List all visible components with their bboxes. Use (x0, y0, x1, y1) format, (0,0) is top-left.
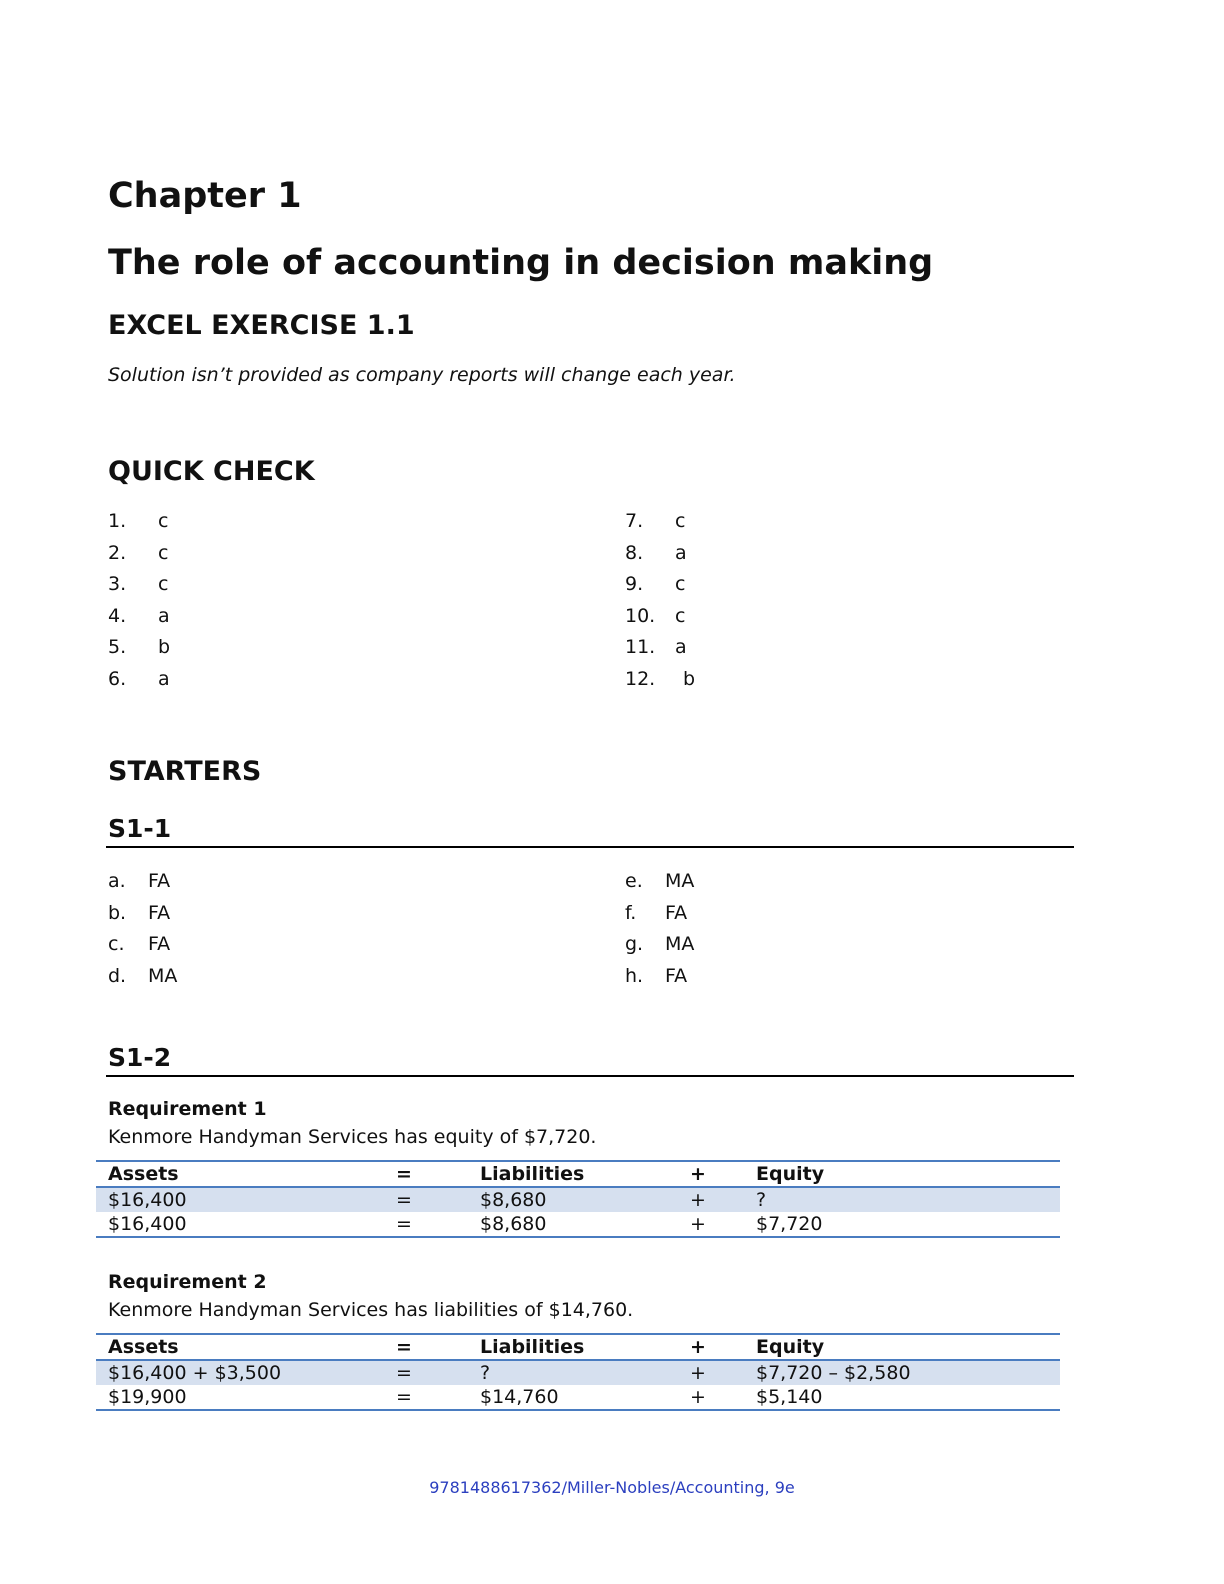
list-item (625, 870, 695, 902)
liabilities-cell: $8,680 (468, 1212, 678, 1237)
s1-1-heading: S1-1 (108, 814, 172, 843)
item-answer: b (158, 636, 171, 658)
list-item (625, 901, 688, 934)
plus-cell: + (678, 1360, 744, 1385)
item-letter: h. (625, 964, 644, 987)
list-item (625, 964, 688, 997)
item-answer: MA (665, 870, 695, 892)
item-answer: a (675, 541, 687, 564)
item-number: 8. (625, 541, 644, 564)
liabilities-cell: $14,760 (468, 1385, 678, 1410)
requirement-1-equation-table (96, 1160, 1060, 1238)
item-number: 7. (625, 510, 644, 532)
liabilities-header: Liabilities (468, 1334, 678, 1360)
item-letter: c. (108, 933, 125, 955)
item-answer: FA (665, 901, 688, 924)
item-number: 9. (625, 573, 644, 595)
liabilities-header: Liabilities (468, 1161, 678, 1187)
table-row (96, 1212, 1060, 1237)
excel-exercise-heading: EXCEL EXERCISE 1.1 (108, 310, 415, 341)
item-number: 2. (108, 541, 127, 564)
item-answer: a (158, 604, 170, 627)
item-number: 4. (108, 604, 127, 627)
item-number: 3. (108, 573, 127, 595)
item-answer: a (675, 636, 687, 658)
item-number: 10. (625, 604, 656, 627)
quick-check-list-right (625, 510, 696, 699)
equals-cell: = (384, 1385, 468, 1410)
item-answer: c (158, 573, 169, 595)
item-answer: FA (148, 901, 171, 924)
item-number: 6. (108, 667, 127, 690)
item-number: 5. (108, 636, 127, 658)
list-item (625, 636, 687, 668)
assets-header: Assets (96, 1334, 384, 1360)
equity-cell: ? (744, 1187, 1060, 1212)
page-footer: 9781488617362/Miller-Nobles/Accounting, 9e (429, 1478, 795, 1497)
requirement-1-text: Kenmore Handyman Services has equity of $7,720. (108, 1126, 597, 1148)
equals-header: = (384, 1334, 468, 1360)
item-letter: d. (108, 964, 127, 987)
equals-cell: = (384, 1187, 468, 1212)
plus-header: + (678, 1334, 744, 1360)
list-item (625, 541, 687, 574)
requirement-2-equation-table (96, 1333, 1060, 1411)
list-item (108, 964, 178, 997)
chapter-heading: Chapter 1 (108, 176, 302, 216)
list-item (108, 510, 169, 542)
assets-cell: $19,900 (96, 1385, 384, 1410)
equity-cell: $5,140 (744, 1385, 1060, 1410)
assets-cell: $16,400 + $3,500 (96, 1360, 384, 1385)
requirement-1-label: Requirement 1 (108, 1098, 267, 1120)
list-item (108, 573, 169, 605)
equals-cell: = (384, 1360, 468, 1385)
quick-check-heading: QUICK CHECK (108, 456, 315, 487)
s1-1-list-left (108, 870, 178, 996)
liabilities-cell: ? (468, 1360, 678, 1385)
list-item (625, 933, 695, 965)
item-number: 11. (625, 636, 656, 658)
list-item (625, 510, 686, 542)
excel-exercise-note: Solution isn’t provided as company reports will change each year. (108, 364, 736, 386)
list-item (108, 870, 171, 902)
list-item (108, 667, 170, 700)
assets-header: Assets (96, 1161, 384, 1187)
equity-cell: $7,720 – $2,580 (744, 1360, 1060, 1385)
item-answer: c (675, 604, 686, 627)
equals-cell: = (384, 1212, 468, 1237)
chapter-title: The role of accounting in decision making (108, 243, 934, 283)
item-letter: b. (108, 901, 127, 924)
table-header-row (96, 1334, 1060, 1360)
table-row (96, 1360, 1060, 1385)
item-letter: a. (108, 870, 126, 892)
list-item (108, 541, 169, 574)
s1-1-divider (106, 846, 1074, 848)
item-letter: e. (625, 870, 643, 892)
item-answer: c (158, 541, 169, 564)
list-item (625, 667, 696, 700)
starters-heading: STARTERS (108, 756, 262, 787)
s1-2-heading: S1-2 (108, 1043, 172, 1072)
s1-1-list-right (625, 870, 695, 996)
item-answer: FA (148, 933, 171, 955)
list-item (108, 604, 170, 637)
item-answer: FA (665, 964, 688, 987)
s1-2-divider (106, 1075, 1074, 1077)
list-item (108, 901, 171, 934)
item-number: 1. (108, 510, 127, 532)
plus-cell: + (678, 1187, 744, 1212)
assets-cell: $16,400 (96, 1212, 384, 1237)
item-answer: c (675, 573, 686, 595)
list-item (625, 573, 686, 605)
plus-cell: + (678, 1385, 744, 1410)
list-item (108, 933, 171, 965)
item-answer: FA (148, 870, 171, 892)
quick-check-list-left (108, 510, 171, 699)
equity-header: Equity (744, 1161, 1060, 1187)
item-letter: g. (625, 933, 644, 955)
equity-cell: $7,720 (744, 1212, 1060, 1237)
liabilities-cell: $8,680 (468, 1187, 678, 1212)
item-answer: c (675, 510, 686, 532)
table-header-row (96, 1161, 1060, 1187)
item-answer: MA (148, 964, 178, 987)
item-number: 12. (625, 667, 656, 690)
list-item (108, 636, 171, 668)
item-answer: b (683, 667, 696, 690)
requirement-2-text: Kenmore Handyman Services has liabilities of $14,760. (108, 1299, 634, 1321)
plus-cell: + (678, 1212, 744, 1237)
item-answer: a (158, 667, 170, 690)
assets-cell: $16,400 (96, 1187, 384, 1212)
item-answer: MA (665, 933, 695, 955)
table-row (96, 1187, 1060, 1212)
table-row (96, 1385, 1060, 1410)
equity-header: Equity (744, 1334, 1060, 1360)
item-answer: c (158, 510, 169, 532)
equals-header: = (384, 1161, 468, 1187)
requirement-2-label: Requirement 2 (108, 1271, 267, 1293)
list-item (625, 604, 686, 637)
plus-header: + (678, 1161, 744, 1187)
item-letter: f. (625, 901, 637, 924)
